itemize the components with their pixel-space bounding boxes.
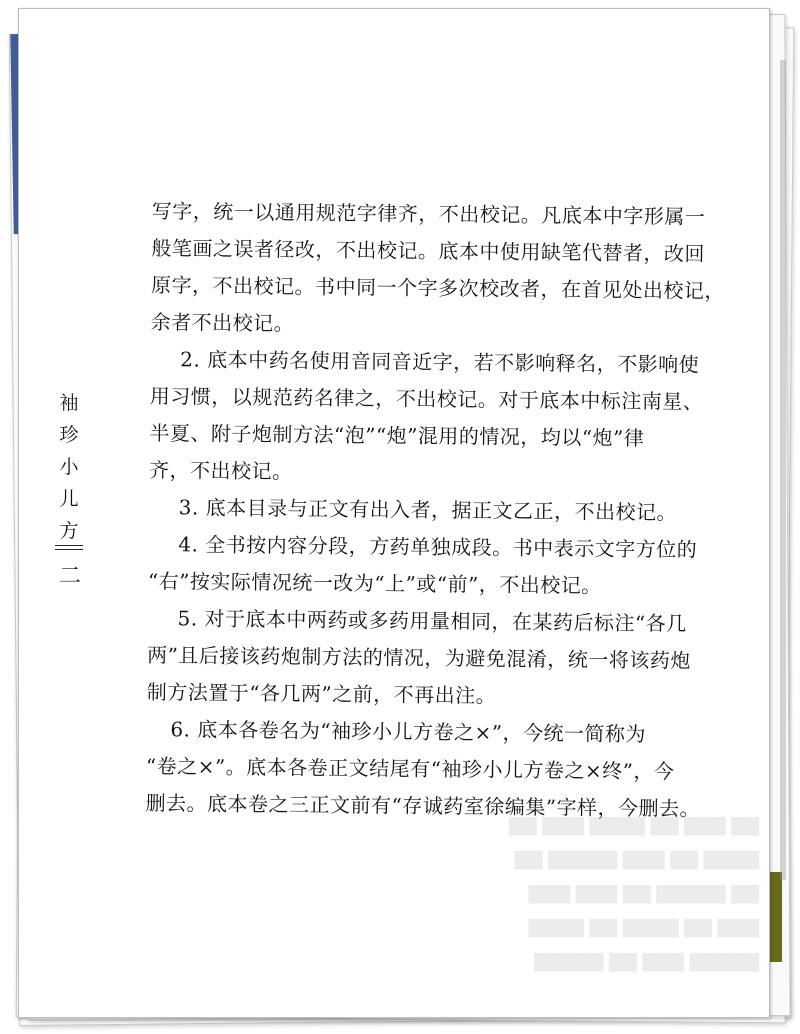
text-line: 4. 全书按内容分段，方药单独成段。书中表示文字方位的 <box>178 532 698 562</box>
page-number: 二 <box>58 564 81 589</box>
text-line: “卷之×”。底本各卷正文结尾有“袖珍小儿方卷之×终”，今 <box>145 753 675 784</box>
book-cover-edge <box>770 872 782 962</box>
bleed-through-text: ▇▇ ▇▇▇ ▇▇ ▇▇▇▇ ▇▇▇ ▇▇ ▇▇▇▇ ▇▇ ▇▇▇ ▇▇▇▇▇ ▇▇ ▇▇ ▇▇▇▇▇ ▇▇ ▇▇▇ ▇▇▇ ▇▇▇ ▇▇ ▇▇▇▇ ▇▇ ▇▇▇▇ ▇▇▇▇▇ ▇▇▇ ▇▇ ▇▇▇▇▇ <box>508 815 759 972</box>
book-page <box>18 8 770 1018</box>
running-head-rule <box>55 545 83 546</box>
text-line: 2. 底本中药名使用音同音近字，若不影响释名，不影响使 <box>180 347 700 377</box>
text-line: 半夏、附子炮制方法“泡”“炮”混用的情况，均以“炮”律 <box>149 420 645 451</box>
text-line: 余者不出校记。 <box>150 309 295 336</box>
running-head-char: 珍 <box>59 424 81 446</box>
text-line: 写字，统一以通用规范字律齐，不出校记。凡底本中字形属一 <box>151 198 706 229</box>
text-line: 般笔画之误者径改，不出校记。底本中使用缺笔代替者，改回 <box>151 235 706 266</box>
text-line: 齐，不出校记。 <box>148 457 293 484</box>
running-head-char: 小 <box>59 456 81 478</box>
body-text <box>145 193 726 828</box>
running-head-rule <box>55 549 83 550</box>
running-head-char: 袖 <box>59 392 81 414</box>
text-line: “右”按实际情况统一改为“上”或“前”，不出校记。 <box>147 568 602 598</box>
text-line: 原字，不出校记。书中同一个字多次校改者，在首见处出校记， <box>150 272 726 304</box>
running-head-title <box>55 387 85 547</box>
text-line: 6. 底本各卷名为“袖珍小儿方卷之×”，今统一简称为 <box>170 717 647 747</box>
text-line: 用习惯，以规范药名律之，不出校记。对于底本中标注南星、 <box>149 383 704 414</box>
page-shadow-edge <box>780 60 786 880</box>
text-line: 5. 对于底本中两药或多药用量相同，在某药后标注“各几 <box>177 606 687 636</box>
running-head-char: 方 <box>59 520 81 542</box>
running-head-char: 儿 <box>59 488 81 510</box>
text-line: 两”且后接该药炮制方法的情况，为避免混淆，统一将该药炮 <box>147 642 691 673</box>
text-line: 制方法置于“各几两”之前，不再出注。 <box>146 679 497 708</box>
text-line: 删去。底本卷之三正文前有“存诚药室徐编集”字样，今删去。 <box>145 790 701 821</box>
text-line: 3. 底本目录与正文有出入者，据正文乙正，不出校记。 <box>178 495 678 525</box>
